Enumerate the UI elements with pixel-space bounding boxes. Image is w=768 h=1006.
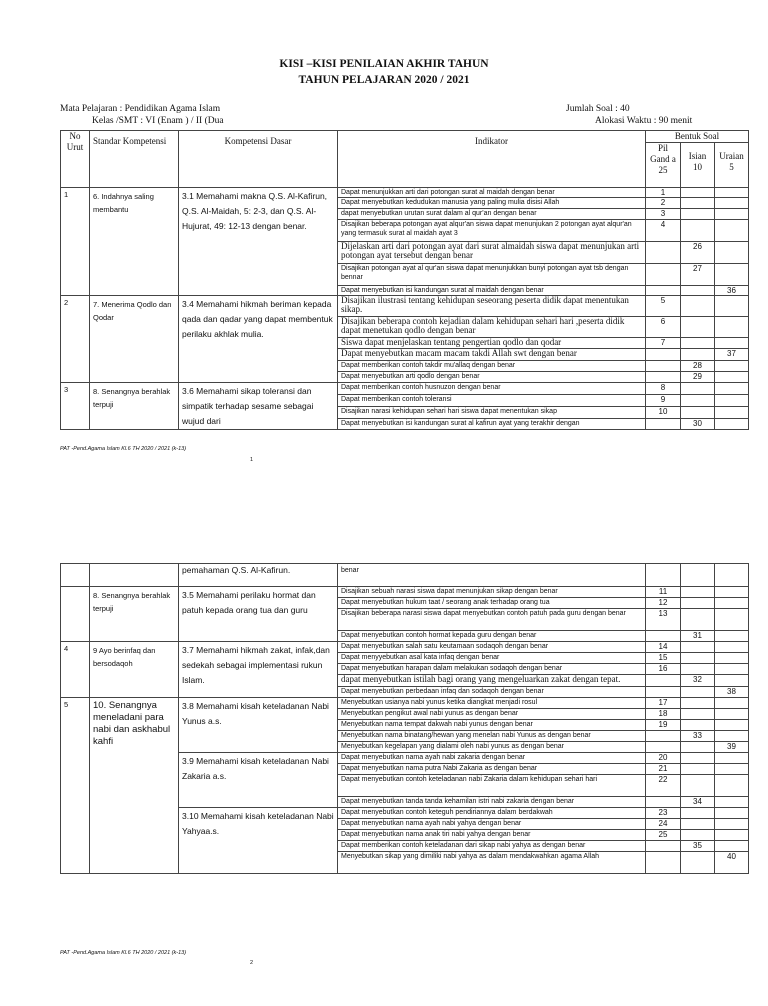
indikator: Siswa dapat menjelaskan tentang pengertian qodlo dan qodar xyxy=(338,338,646,349)
row-number: 1 xyxy=(61,188,90,296)
header-indikator: Indikator xyxy=(338,131,646,188)
header-isian: Isian 10 xyxy=(681,143,715,188)
uraian-number xyxy=(715,797,749,808)
isian-number xyxy=(681,808,715,819)
continuation-no-cell xyxy=(61,564,90,587)
pg-number: 6 xyxy=(646,317,681,338)
standar-kompetensi: 8. Senangnya berahlak terpuji xyxy=(90,587,179,642)
pg-number xyxy=(646,841,681,852)
pg-number: 8 xyxy=(646,383,681,395)
indikator: Disajikan beberapa contoh kejadian dalam kehidupan sehari hari ,peserta didik dapat menetukan qodlo dengan benar xyxy=(338,317,646,338)
uraian-number xyxy=(715,675,749,687)
pg-number: 10 xyxy=(646,407,681,419)
indikator: Dapat memberikan contoh takdir mu'allaq dengan benar xyxy=(338,361,646,372)
page-footer: PAT -Pend.Agama Islam Kl.6 TH 2020 / 2021 (k-13) xyxy=(60,446,187,452)
uraian-number xyxy=(715,642,749,653)
uraian-number xyxy=(715,819,749,830)
header-pilihan-ganda: Pil Gand a 25 xyxy=(646,143,681,188)
pg-number: 7 xyxy=(646,338,681,349)
indikator: Dapat menyebutkan contoh hormat kepada guru dengan benar xyxy=(338,631,646,642)
kisi-table-page2 xyxy=(60,563,749,874)
pg-number xyxy=(646,742,681,753)
kompetensi-dasar: 3.7 Memahami hikmah zakat, infak,dan sedekah sebagai implementasi rukun Islam. xyxy=(179,642,338,698)
uraian-number xyxy=(715,830,749,841)
isian-number: 32 xyxy=(681,675,715,687)
pg-number xyxy=(646,852,681,874)
isian-number xyxy=(681,220,715,242)
indikator: Disajikan beberapa narasi siswa dapat menyebutkan contoh patuh pada guru dengan benar xyxy=(338,609,646,631)
indikator: Dapat menyebutkan contoh keteladanan nabi Zakaria dalam kehidupan sehari hari xyxy=(338,775,646,797)
uraian-number xyxy=(715,361,749,372)
indikator: Dapat menyebutkan contoh keteguh pendiriannya dalam berdakwah xyxy=(338,808,646,819)
continuation-sk-cell xyxy=(90,564,179,587)
uraian-number xyxy=(715,631,749,642)
indikator: dapat menyebutkan istilah bagi orang yang mengeluarkan zakat dengan tepat. xyxy=(338,675,646,687)
uraian-number xyxy=(715,775,749,797)
isian-number xyxy=(681,742,715,753)
isian-number: 26 xyxy=(681,242,715,264)
pg-number: 13 xyxy=(646,609,681,631)
indikator: Dapat menyebutkan salah satu keutamaan sodaqoh dengan benar xyxy=(338,642,646,653)
uraian-number xyxy=(715,698,749,709)
uraian-number xyxy=(715,808,749,819)
uraian-number xyxy=(715,407,749,419)
isian-number xyxy=(681,609,715,631)
indikator: dapat menyebutkan urutan surat dalam al qur'an dengan benar xyxy=(338,209,646,220)
standar-kompetensi: 10. Senangnya meneladani para nabi dan askhabul kahfi xyxy=(90,698,179,874)
uraian-number xyxy=(715,664,749,675)
indikator: Dapat memberikan contoh keteladanan dari sikap nabi yahya as dengan benar xyxy=(338,841,646,852)
isian-number xyxy=(681,642,715,653)
isian-number xyxy=(681,687,715,698)
isian-number xyxy=(681,664,715,675)
indikator: Dapat memberikan contoh toleransi xyxy=(338,395,646,407)
isian-number xyxy=(681,819,715,830)
indikator: Disajikan beberapa potongan ayat alqur'an siswa dapat menunjukan 2 potongan ayat alqur'an yang termasuk surat al maidah ayat 3 xyxy=(338,220,646,242)
isian-number xyxy=(681,296,715,317)
pg-number: 12 xyxy=(646,598,681,609)
document-subtitle: TAHUN PELAJARAN 2020 / 2021 xyxy=(298,74,470,86)
isian-number xyxy=(681,198,715,209)
uraian-number: 39 xyxy=(715,742,749,753)
isian-number: 35 xyxy=(681,841,715,852)
pg-number: 1 xyxy=(646,188,681,198)
pg-number: 20 xyxy=(646,753,681,764)
header-uraian: Uraian 5 xyxy=(715,143,749,188)
uraian-number xyxy=(715,564,749,587)
uraian-number xyxy=(715,841,749,852)
uraian-number xyxy=(715,764,749,775)
kompetensi-dasar: 3.8 Memahami kisah keteladanan Nabi Yunus a.s. xyxy=(179,698,338,753)
pg-number: 9 xyxy=(646,395,681,407)
isian-number: 34 xyxy=(681,797,715,808)
indikator: Dapat menyebutkan perbedaan infaq dan sodaqoh dengan benar xyxy=(338,687,646,698)
pg-number: 3 xyxy=(646,209,681,220)
kisi-table-page1 xyxy=(60,130,749,430)
indikator: Dapat menyyebutkan asal kata infaq dengan benar xyxy=(338,653,646,664)
row-number xyxy=(61,587,90,642)
uraian-number: 37 xyxy=(715,349,749,361)
uraian-number xyxy=(715,419,749,430)
indikator: Menyebutkan kegelapan yang dialami oleh nabi yunus as dengan benar xyxy=(338,742,646,753)
isian-number xyxy=(681,209,715,220)
standar-kompetensi: 7. Menerima Qodlo dan Qodar xyxy=(90,296,179,383)
isian-number xyxy=(681,653,715,664)
uraian-number xyxy=(715,242,749,264)
pg-number xyxy=(646,675,681,687)
subject-label: Mata Pelajaran : Pendidikan Agama Islam xyxy=(60,104,221,114)
indikator: Dapat menyebutkan nama putra Nabi Zakaria as dengan benar xyxy=(338,764,646,775)
standar-kompetensi: 9 Ayo berinfaq dan bersodaqoh xyxy=(90,642,179,698)
uraian-number xyxy=(715,296,749,317)
kompetensi-dasar: 3.6 Memahami sikap toleransi dan simpatik terhadap sesame sebagai wujud dari xyxy=(179,383,338,430)
row-number: 3 xyxy=(61,383,90,430)
isian-number xyxy=(681,317,715,338)
isian-number xyxy=(681,564,715,587)
indikator: Menyebutkan usianya nabi yunus ketika diangkat menjadi rosul xyxy=(338,698,646,709)
indikator: Disajikan sebuah narasi siswa dapat menunjukan sikap dengan benar xyxy=(338,587,646,598)
uraian-number xyxy=(715,731,749,742)
uraian-number xyxy=(715,587,749,598)
uraian-number xyxy=(715,709,749,720)
isian-number xyxy=(681,830,715,841)
indikator: Disajikan narasi kehidupan sehari hari siswa dapat menentukan sikap xyxy=(338,407,646,419)
page-number: 1 xyxy=(250,457,254,463)
indikator: Dijelaskan arti dari potongan ayat dari surat almaidah siswa dapat menunjukan arti potongan ayat tersebut dengan benar xyxy=(338,242,646,264)
indikator: Dapat menunjukkan arti dari potongan surat al maidah dengan benar xyxy=(338,188,646,198)
indikator: Dapat menyebutkan nama ayah nabi zakaria dengan benar xyxy=(338,753,646,764)
uraian-number xyxy=(715,317,749,338)
isian-number: 33 xyxy=(681,731,715,742)
time-allocation-label: Alokasi Waktu : 90 menit xyxy=(595,116,693,126)
indikator: Menyebutkan nama binatang/hewan yang menelan nabi Yunus as dengan benar xyxy=(338,731,646,742)
isian-number xyxy=(681,188,715,198)
uraian-number xyxy=(715,383,749,395)
uraian-number: 40 xyxy=(715,852,749,874)
isian-number xyxy=(681,407,715,419)
kompetensi-dasar: 3.10 Memahami kisah keteladanan Nabi Yahyaa.s. xyxy=(179,808,338,874)
indikator: Disajikan ilustrasi tentang kehidupan seseorang peserta didik dapat menentukan sikap. xyxy=(338,296,646,317)
indikator: Disajikan potongan ayat al qur'an siswa dapat menunjukkan bunyi potongan ayat tsb dengan bennar xyxy=(338,264,646,286)
standar-kompetensi: 8. Senangnya berahlak terpuji xyxy=(90,383,179,430)
indikator: Dapat menyebutkan isi kandungan surat al kafirun ayat yang terakhir dengan xyxy=(338,419,646,430)
isian-number: 28 xyxy=(681,361,715,372)
isian-number xyxy=(681,349,715,361)
isian-number xyxy=(681,720,715,731)
uraian-number xyxy=(715,609,749,631)
isian-number: 29 xyxy=(681,372,715,383)
pg-number: 17 xyxy=(646,698,681,709)
standar-kompetensi: 6. Indahnya saling membantu xyxy=(90,188,179,296)
indikator: benar xyxy=(338,564,646,587)
pg-number xyxy=(646,372,681,383)
indikator: Dapat menyebutkan nama ayah nabi yahya dengan benar xyxy=(338,819,646,830)
indikator: Dapat menyebutkan harapan dalam melakukan sodaqoh dengan benar xyxy=(338,664,646,675)
uraian-number xyxy=(715,598,749,609)
indikator: Dapat menyebutkan macam macam takdi Allah swt dengan benar xyxy=(338,349,646,361)
kompetensi-dasar: 3.5 Memahami perilaku hormat dan patuh kepada orang tua dan guru xyxy=(179,587,338,642)
isian-number xyxy=(681,286,715,296)
isian-number xyxy=(681,709,715,720)
isian-number xyxy=(681,753,715,764)
isian-number xyxy=(681,698,715,709)
pg-number xyxy=(646,361,681,372)
indikator: Dapat menyebutkan tanda tanda kehamilan istri nabi zakaria dengan benar xyxy=(338,797,646,808)
header-kompetensi-dasar: Kompetensi Dasar xyxy=(179,131,338,188)
row-number: 5 xyxy=(61,698,90,874)
uraian-number xyxy=(715,198,749,209)
indikator: Dapat menyebutkan hukum taat / seorang anak terhadap orang tua xyxy=(338,598,646,609)
pg-number: 25 xyxy=(646,830,681,841)
pg-number: 19 xyxy=(646,720,681,731)
row-number: 4 xyxy=(61,642,90,698)
uraian-number: 36 xyxy=(715,286,749,296)
pg-number: 16 xyxy=(646,664,681,675)
uraian-number xyxy=(715,220,749,242)
header-standar-kompetensi: Standar Kompetensi xyxy=(90,131,179,188)
document-title: KISI –KISI PENILAIAN AKHIR TAHUN xyxy=(279,58,489,70)
uraian-number: 38 xyxy=(715,687,749,698)
isian-number: 27 xyxy=(681,264,715,286)
pg-number xyxy=(646,286,681,296)
uraian-number xyxy=(715,753,749,764)
isian-number xyxy=(681,764,715,775)
isian-number xyxy=(681,598,715,609)
uraian-number xyxy=(715,338,749,349)
kompetensi-dasar: 3.9 Memahami kisah keteladanan Nabi Zakaria a.s. xyxy=(179,753,338,808)
uraian-number xyxy=(715,188,749,198)
indikator: Dapat menyebutkan kedudukan manusia yang paling mulia disisi Allah xyxy=(338,198,646,209)
kompetensi-dasar: pemahaman Q.S. Al-Kafirun. xyxy=(179,564,338,587)
header-bentuk-soal: Bentuk Soal xyxy=(646,131,749,143)
pg-number: 4 xyxy=(646,220,681,242)
pg-number: 14 xyxy=(646,642,681,653)
uraian-number xyxy=(715,209,749,220)
uraian-number xyxy=(715,720,749,731)
pg-number: 21 xyxy=(646,764,681,775)
page-number: 2 xyxy=(250,960,254,966)
pg-number xyxy=(646,349,681,361)
pg-number xyxy=(646,564,681,587)
class-label: Kelas /SMT : VI (Enam ) / II (Dua xyxy=(92,116,224,126)
indikator: Menyebutkan nama tempat dakwah nabi yunus dengan benar xyxy=(338,720,646,731)
indikator: Dapat menyebutkan isi kandungan surat al maidah dengan benar xyxy=(338,286,646,296)
pg-number xyxy=(646,687,681,698)
pg-number xyxy=(646,631,681,642)
pg-number: 15 xyxy=(646,653,681,664)
pg-number: 11 xyxy=(646,587,681,598)
pg-number: 24 xyxy=(646,819,681,830)
pg-number: 5 xyxy=(646,296,681,317)
question-count-label: Jumlah Soal : 40 xyxy=(566,104,630,114)
kompetensi-dasar: 3.1 Memahami makna Q.S. Al-Kafirun, Q.S. Al-Maidah, 5: 2-3, dan Q.S. Al-Hujurat, 49: 12-13 dengan benar. xyxy=(179,188,338,296)
pg-number: 22 xyxy=(646,775,681,797)
page-footer: PAT -Pend.Agama Islam Kl.6 TH 2020 / 2021 (k-13) xyxy=(60,950,187,956)
uraian-number xyxy=(715,653,749,664)
isian-number xyxy=(681,775,715,797)
indikator: Menyebutkan pengikut awal nabi yunus as dengan benar xyxy=(338,709,646,720)
pg-number: 2 xyxy=(646,198,681,209)
isian-number xyxy=(681,383,715,395)
pg-number xyxy=(646,419,681,430)
uraian-number xyxy=(715,264,749,286)
pg-number xyxy=(646,264,681,286)
header-no: No Urut xyxy=(61,131,90,188)
pg-number xyxy=(646,731,681,742)
uraian-number xyxy=(715,372,749,383)
indikator: Menyebutkan sikap yang dimiliki nabi yahya as dalam mendakwahkan agama Allah xyxy=(338,852,646,874)
isian-number xyxy=(681,395,715,407)
uraian-number xyxy=(715,395,749,407)
isian-number: 30 xyxy=(681,419,715,430)
pg-number xyxy=(646,242,681,264)
isian-number: 31 xyxy=(681,631,715,642)
indikator: Dapat menyebutkan nama anak tiri nabi yahya dengan benar xyxy=(338,830,646,841)
kompetensi-dasar: 3.4 Memahami hikmah beriman kepada qada dan qadar yang dapat membentuk perilaku akhlak mulia. xyxy=(179,296,338,383)
pg-number: 18 xyxy=(646,709,681,720)
pg-number: 23 xyxy=(646,808,681,819)
isian-number xyxy=(681,338,715,349)
row-number: 2 xyxy=(61,296,90,383)
indikator: Dapat menyebutkan arti qodlo dengan benar xyxy=(338,372,646,383)
indikator: Dapat memberikan contoh husnuzon dengan benar xyxy=(338,383,646,395)
pg-number xyxy=(646,797,681,808)
isian-number xyxy=(681,852,715,874)
isian-number xyxy=(681,587,715,598)
